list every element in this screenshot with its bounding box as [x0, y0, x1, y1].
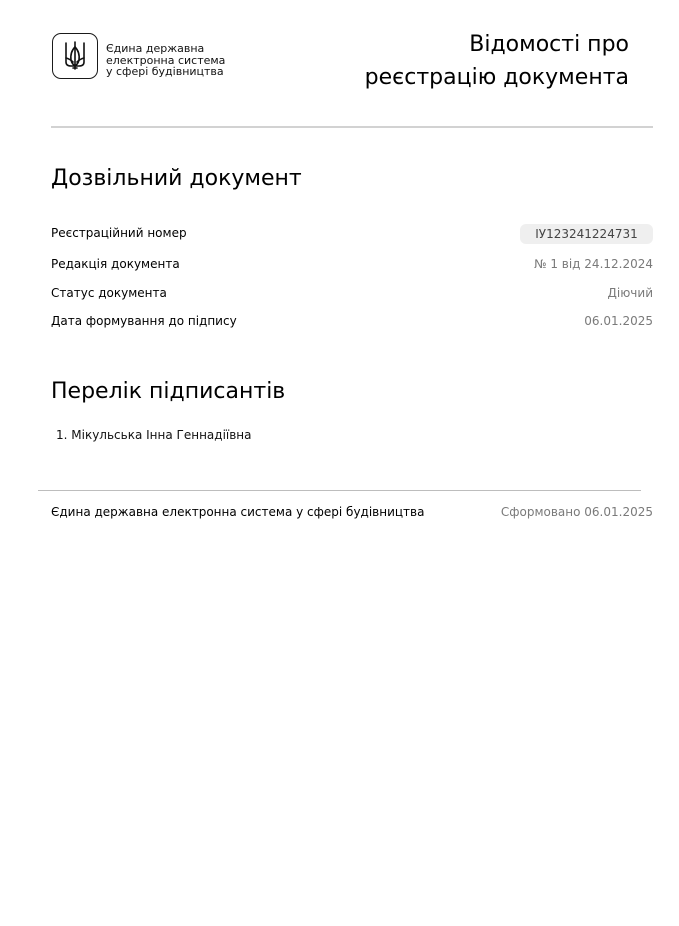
signer-list-item: 1. Мікульська Інна Геннадіївна — [56, 428, 252, 442]
registration-number-badge — [520, 224, 653, 244]
registration-number-value: ІУ123241224731 — [535, 227, 638, 241]
footer-divider — [38, 490, 641, 491]
document-section-title: Дозвільний документ — [51, 166, 302, 191]
signing-date-label: Дата формування до підпису — [51, 314, 237, 328]
logo-line-3: у сфері будівництва — [106, 65, 224, 78]
registration-number-label: Реєстраційний номер — [51, 226, 187, 240]
document-status-label: Статус документа — [51, 286, 167, 300]
logo-badge — [52, 33, 98, 79]
page-title-line-2: реєстрацію документа — [364, 65, 629, 90]
page-title-line-1: Відомості про — [469, 32, 629, 57]
signing-date-value: 06.01.2025 — [584, 314, 653, 328]
footer-generated-date: Сформовано 06.01.2025 — [500, 505, 653, 519]
document-edition-value: № 1 від 24.12.2024 — [534, 257, 653, 271]
logo-line-2: електронна система — [106, 53, 226, 67]
page-title — [365, 28, 629, 94]
logo-text — [106, 43, 225, 78]
document-edition-label: Редакція документа — [51, 257, 180, 271]
tryzub-icon — [63, 40, 87, 72]
footer-system-name: Єдина державна електронна система у сфері будівництва — [51, 505, 425, 519]
header-divider — [51, 126, 653, 128]
logo-line-1: Єдина державна — [106, 42, 205, 55]
signers-section-title: Перелік підписантів — [51, 379, 286, 404]
document-status-value: Діючий — [607, 286, 653, 300]
